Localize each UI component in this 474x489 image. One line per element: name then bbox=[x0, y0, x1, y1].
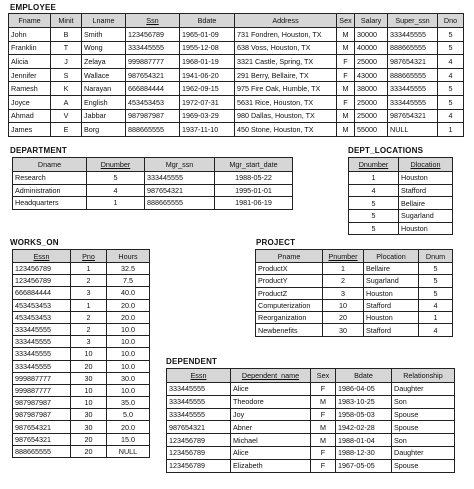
dept-locations-cell: 5 bbox=[349, 222, 399, 235]
employee-cell: V bbox=[51, 109, 82, 123]
employee-row bbox=[9, 82, 464, 96]
employee-cell: NULL bbox=[388, 123, 438, 137]
department-col-header: Mgr_ssn bbox=[145, 158, 215, 172]
department-cell: 1995-01-01 bbox=[215, 184, 293, 197]
employee-cell: 1 bbox=[438, 123, 464, 137]
works-on-cell: 30 bbox=[71, 421, 107, 433]
department-cell: 1988-05-22 bbox=[215, 172, 293, 185]
works-on-title: WORKS_ON bbox=[10, 238, 59, 247]
project-cell: 4 bbox=[419, 299, 453, 311]
dept-locations-cell: 1 bbox=[349, 172, 399, 185]
employee-cell: 333445555 bbox=[388, 28, 438, 42]
project-cell: ProductZ bbox=[256, 287, 323, 299]
dependent-cell: M bbox=[311, 421, 336, 434]
employee-cell: 1965-01-09 bbox=[180, 28, 235, 42]
employee-cell: 291 Berry, Bellaire, TX bbox=[235, 68, 337, 82]
dept-locations-row bbox=[349, 172, 453, 185]
project-cell: Sugarland bbox=[364, 275, 419, 287]
project-cell: 5 bbox=[419, 287, 453, 299]
dependent-cell: Alice bbox=[231, 446, 311, 459]
dept-locations-cell: Stafford bbox=[399, 184, 453, 197]
department-cell: Headquarters bbox=[13, 197, 87, 210]
project-cell: 10 bbox=[323, 299, 364, 311]
project-table bbox=[255, 249, 453, 337]
employee-col-header: Fname bbox=[9, 14, 51, 28]
project-cell: Houston bbox=[364, 287, 419, 299]
project-cell: ProductY bbox=[256, 275, 323, 287]
employee-cell: M bbox=[337, 109, 355, 123]
employee-cell: Wong bbox=[82, 41, 126, 55]
project-row bbox=[256, 275, 453, 287]
project-col-header: Pname bbox=[256, 250, 323, 263]
dependent-row bbox=[167, 421, 455, 434]
employee-cell: 25000 bbox=[355, 95, 388, 109]
employee-cell: 333445555 bbox=[126, 41, 180, 55]
dependent-col-header: Essn bbox=[167, 369, 231, 383]
employee-cell: 987654321 bbox=[388, 109, 438, 123]
employee-cell: K bbox=[51, 82, 82, 96]
project-cell: 1 bbox=[419, 312, 453, 324]
employee-cell: 38000 bbox=[355, 82, 388, 96]
dept-locations-row bbox=[349, 184, 453, 197]
employee-cell: 43000 bbox=[355, 68, 388, 82]
employee-cell: 888665555 bbox=[388, 68, 438, 82]
employee-cell: 40000 bbox=[355, 41, 388, 55]
works-on-cell: 987987987 bbox=[13, 397, 71, 409]
employee-cell: Ahmad bbox=[9, 109, 51, 123]
employee-row bbox=[9, 55, 464, 69]
employee-cell: Smith bbox=[82, 28, 126, 42]
department-cell: 1 bbox=[87, 197, 145, 210]
employee-cell: 450 Stone, Houston, TX bbox=[235, 123, 337, 137]
project-cell: Newbenefits bbox=[256, 324, 323, 336]
works-on-cell: 987654321 bbox=[13, 421, 71, 433]
employee-cell: 1941-06-20 bbox=[180, 68, 235, 82]
employee-cell: 1962-09-15 bbox=[180, 82, 235, 96]
works-on-cell: 453453453 bbox=[13, 311, 71, 323]
dept-locations-col-header: Dlocation bbox=[399, 158, 453, 172]
dept-locations-title: DEPT_LOCATIONS bbox=[348, 146, 424, 155]
dependent-col-header: Sex bbox=[311, 369, 336, 383]
employee-cell: 453453453 bbox=[126, 95, 180, 109]
dependent-cell: 1988-01-04 bbox=[336, 434, 392, 447]
dependent-row bbox=[167, 434, 455, 447]
project-cell: 5 bbox=[419, 275, 453, 287]
dept-locations-row bbox=[349, 197, 453, 210]
works-on-row bbox=[13, 336, 150, 348]
employee-col-header: Sex bbox=[337, 14, 355, 28]
employee-cell: 888665555 bbox=[126, 123, 180, 137]
employee-cell: M bbox=[337, 123, 355, 137]
employee-col-header: Bdate bbox=[180, 14, 235, 28]
employee-cell: 5 bbox=[438, 41, 464, 55]
works-on-col-header: Pno bbox=[71, 250, 107, 263]
dependent-cell: 123456789 bbox=[167, 459, 231, 472]
dependent-cell: Son bbox=[392, 395, 455, 408]
dept-locations-cell: 5 bbox=[349, 197, 399, 210]
employee-cell: 25000 bbox=[355, 55, 388, 69]
employee-cell: 55000 bbox=[355, 123, 388, 137]
employee-cell: Borg bbox=[82, 123, 126, 137]
department-cell: Administration bbox=[13, 184, 87, 197]
dependent-row bbox=[167, 408, 455, 421]
works-on-cell: 2 bbox=[71, 311, 107, 323]
department-col-header: Dname bbox=[13, 158, 87, 172]
dept-locations-cell: Houston bbox=[399, 172, 453, 185]
works-on-cell: 20.0 bbox=[107, 299, 150, 311]
works-on-cell: 333445555 bbox=[13, 360, 71, 372]
works-on-cell: 333445555 bbox=[13, 348, 71, 360]
works-on-cell: 30 bbox=[71, 372, 107, 384]
project-row bbox=[256, 324, 453, 336]
employee-cell: Zelaya bbox=[82, 55, 126, 69]
employee-cell: 333445555 bbox=[388, 95, 438, 109]
project-col-header: Plocation bbox=[364, 250, 419, 263]
works-on-col-header: Hours bbox=[107, 250, 150, 263]
works-on-cell: 999887777 bbox=[13, 384, 71, 396]
dependent-cell: M bbox=[311, 395, 336, 408]
employee-cell: 1937-11-10 bbox=[180, 123, 235, 137]
dependent-cell: Daughter bbox=[392, 383, 455, 396]
dept-locations-col-header: Dnumber bbox=[349, 158, 399, 172]
project-cell: 2 bbox=[323, 275, 364, 287]
dependent-cell: Spouse bbox=[392, 421, 455, 434]
dependent-cell: 1983-10-25 bbox=[336, 395, 392, 408]
dependent-cell: F bbox=[311, 459, 336, 472]
dependent-cell: Spouse bbox=[392, 408, 455, 421]
project-cell: Stafford bbox=[364, 324, 419, 336]
dependent-row bbox=[167, 383, 455, 396]
works-on-cell: NULL bbox=[107, 445, 150, 457]
employee-row bbox=[9, 28, 464, 42]
project-cell: 5 bbox=[419, 263, 453, 275]
project-row bbox=[256, 287, 453, 299]
employee-cell: A bbox=[51, 95, 82, 109]
works-on-cell: 30 bbox=[71, 409, 107, 421]
employee-cell: 333445555 bbox=[388, 82, 438, 96]
employee-table bbox=[8, 13, 464, 137]
project-cell: Reorganization bbox=[256, 312, 323, 324]
project-cell: 3 bbox=[323, 287, 364, 299]
works-on-cell: 3 bbox=[71, 287, 107, 299]
project-title: PROJECT bbox=[256, 238, 296, 247]
employee-col-header: Salary bbox=[355, 14, 388, 28]
employee-row bbox=[9, 109, 464, 123]
department-cell: 987654321 bbox=[145, 184, 215, 197]
works-on-row bbox=[13, 445, 150, 457]
employee-cell: 987654321 bbox=[126, 68, 180, 82]
works-on-cell: 987987987 bbox=[13, 409, 71, 421]
works-on-cell: 20.0 bbox=[107, 421, 150, 433]
works-on-row bbox=[13, 421, 150, 433]
department-cell: 5 bbox=[87, 172, 145, 185]
dependent-cell: 123456789 bbox=[167, 446, 231, 459]
employee-cell: 5 bbox=[438, 95, 464, 109]
employee-cell: F bbox=[337, 68, 355, 82]
department-row bbox=[13, 172, 293, 185]
dependent-cell: 333445555 bbox=[167, 395, 231, 408]
works-on-cell: 30.0 bbox=[107, 372, 150, 384]
dept-locations-table bbox=[348, 157, 453, 235]
works-on-cell: 40.0 bbox=[107, 287, 150, 299]
employee-col-header: Dno bbox=[438, 14, 464, 28]
works-on-row bbox=[13, 311, 150, 323]
employee-row bbox=[9, 68, 464, 82]
department-title: DEPARTMENT bbox=[10, 146, 67, 155]
employee-cell: T bbox=[51, 41, 82, 55]
works-on-cell: 3 bbox=[71, 336, 107, 348]
employee-cell: F bbox=[337, 55, 355, 69]
employee-cell: Franklin bbox=[9, 41, 51, 55]
dependent-col-header: Relationship bbox=[392, 369, 455, 383]
dependent-cell: F bbox=[311, 446, 336, 459]
employee-cell: 1955-12-08 bbox=[180, 41, 235, 55]
dependent-cell: Spouse bbox=[392, 459, 455, 472]
dept-locations-cell: Sugarland bbox=[399, 210, 453, 223]
works-on-cell: 10 bbox=[71, 397, 107, 409]
works-on-row bbox=[13, 348, 150, 360]
project-row bbox=[256, 299, 453, 311]
works-on-cell: 20.0 bbox=[107, 311, 150, 323]
employee-cell: E bbox=[51, 123, 82, 137]
dependent-cell: Michael bbox=[231, 434, 311, 447]
works-on-cell: 999887777 bbox=[13, 372, 71, 384]
employee-cell: 666884444 bbox=[126, 82, 180, 96]
dependent-cell: 987654321 bbox=[167, 421, 231, 434]
employee-cell: J bbox=[51, 55, 82, 69]
works-on-cell: 1 bbox=[71, 263, 107, 275]
employee-cell: F bbox=[337, 95, 355, 109]
employee-cell: 1972-07-31 bbox=[180, 95, 235, 109]
dependent-cell: Elizabeth bbox=[231, 459, 311, 472]
employee-cell: Wallace bbox=[82, 68, 126, 82]
works-on-cell: 20 bbox=[71, 445, 107, 457]
employee-cell: 987987987 bbox=[126, 109, 180, 123]
employee-col-header: Ssn bbox=[126, 14, 180, 28]
employee-cell: 999887777 bbox=[126, 55, 180, 69]
works-on-row bbox=[13, 384, 150, 396]
dept-locations-cell: 4 bbox=[349, 184, 399, 197]
works-on-cell: 15.0 bbox=[107, 433, 150, 445]
employee-cell: M bbox=[337, 41, 355, 55]
works-on-row bbox=[13, 287, 150, 299]
department-row bbox=[13, 197, 293, 210]
dependent-cell: Son bbox=[392, 434, 455, 447]
works-on-row bbox=[13, 433, 150, 445]
employee-cell: Alicia bbox=[9, 55, 51, 69]
employee-cell: 4 bbox=[438, 55, 464, 69]
employee-row bbox=[9, 123, 464, 137]
project-cell: ProductX bbox=[256, 263, 323, 275]
employee-cell: 4 bbox=[438, 68, 464, 82]
works-on-cell: 10.0 bbox=[107, 384, 150, 396]
works-on-cell: 10.0 bbox=[107, 336, 150, 348]
dependent-col-header: Bdate bbox=[336, 369, 392, 383]
works-on-row bbox=[13, 275, 150, 287]
dependent-cell: Daughter bbox=[392, 446, 455, 459]
works-on-col-header: Essn bbox=[13, 250, 71, 263]
dependent-cell: 1967-05-05 bbox=[336, 459, 392, 472]
dependent-cell: 333445555 bbox=[167, 383, 231, 396]
employee-col-header: Super_ssn bbox=[388, 14, 438, 28]
employee-col-header: Minit bbox=[51, 14, 82, 28]
dependent-cell: Alice bbox=[231, 383, 311, 396]
project-col-header: Dnum bbox=[419, 250, 453, 263]
works-on-row bbox=[13, 323, 150, 335]
project-col-header: Pnumber bbox=[323, 250, 364, 263]
project-cell: Stafford bbox=[364, 299, 419, 311]
employee-cell: 4 bbox=[438, 109, 464, 123]
project-cell: Computerization bbox=[256, 299, 323, 311]
works-on-cell: 10 bbox=[71, 348, 107, 360]
dependent-cell: F bbox=[311, 408, 336, 421]
employee-row bbox=[9, 41, 464, 55]
dependent-cell: F bbox=[311, 383, 336, 396]
employee-cell: 5 bbox=[438, 28, 464, 42]
project-cell: 30 bbox=[323, 324, 364, 336]
employee-cell: Jennifer bbox=[9, 68, 51, 82]
employee-cell: 5 bbox=[438, 82, 464, 96]
employee-col-header: Lname bbox=[82, 14, 126, 28]
employee-cell: English bbox=[82, 95, 126, 109]
employee-cell: 987654321 bbox=[388, 55, 438, 69]
department-table bbox=[12, 157, 293, 210]
works-on-cell: 123456789 bbox=[13, 263, 71, 275]
works-on-cell: 20 bbox=[71, 360, 107, 372]
works-on-row bbox=[13, 299, 150, 311]
works-on-cell: 35.0 bbox=[107, 397, 150, 409]
works-on-cell: 10.0 bbox=[107, 323, 150, 335]
employee-cell: 888665555 bbox=[388, 41, 438, 55]
works-on-cell: 123456789 bbox=[13, 275, 71, 287]
department-col-header: Dnumber bbox=[87, 158, 145, 172]
employee-cell: 980 Dallas, Houston, TX bbox=[235, 109, 337, 123]
department-cell: 4 bbox=[87, 184, 145, 197]
department-col-header: Mgr_start_date bbox=[215, 158, 293, 172]
works-on-cell: 10.0 bbox=[107, 348, 150, 360]
project-cell: 4 bbox=[419, 324, 453, 336]
dependent-cell: 1986-04-05 bbox=[336, 383, 392, 396]
employee-col-header: Address bbox=[235, 14, 337, 28]
works-on-cell: 5.0 bbox=[107, 409, 150, 421]
dept-locations-cell: 5 bbox=[349, 210, 399, 223]
employee-cell: 30000 bbox=[355, 28, 388, 42]
employee-row bbox=[9, 95, 464, 109]
works-on-row bbox=[13, 372, 150, 384]
employee-cell: James bbox=[9, 123, 51, 137]
project-row bbox=[256, 263, 453, 275]
dependent-col-header: Dependent_name bbox=[231, 369, 311, 383]
employee-cell: 731 Fondren, Houston, TX bbox=[235, 28, 337, 42]
dept-locations-cell: Houston bbox=[399, 222, 453, 235]
employee-cell: 638 Voss, Houston, TX bbox=[235, 41, 337, 55]
employee-cell: S bbox=[51, 68, 82, 82]
department-cell: 888665555 bbox=[145, 197, 215, 210]
dependent-cell: 333445555 bbox=[167, 408, 231, 421]
works-on-cell: 1 bbox=[71, 299, 107, 311]
dependent-table bbox=[166, 368, 455, 473]
project-cell: 20 bbox=[323, 312, 364, 324]
project-row bbox=[256, 312, 453, 324]
employee-cell: 975 Fire Oak, Humble, TX bbox=[235, 82, 337, 96]
employee-cell: Joyce bbox=[9, 95, 51, 109]
works-on-table bbox=[12, 249, 150, 458]
works-on-cell: 333445555 bbox=[13, 336, 71, 348]
project-cell: 1 bbox=[323, 263, 364, 275]
dependent-cell: M bbox=[311, 434, 336, 447]
employee-cell: John bbox=[9, 28, 51, 42]
employee-cell: B bbox=[51, 28, 82, 42]
project-cell: Bellaire bbox=[364, 263, 419, 275]
works-on-cell: 32.5 bbox=[107, 263, 150, 275]
dependent-row bbox=[167, 459, 455, 472]
employee-cell: 3321 Castle, Spring, TX bbox=[235, 55, 337, 69]
works-on-cell: 453453453 bbox=[13, 299, 71, 311]
dependent-cell: 1958-05-03 bbox=[336, 408, 392, 421]
employee-cell: 25000 bbox=[355, 109, 388, 123]
works-on-cell: 10.0 bbox=[107, 360, 150, 372]
dependent-cell: Joy bbox=[231, 408, 311, 421]
works-on-cell: 10 bbox=[71, 384, 107, 396]
department-cell: 1981-06-19 bbox=[215, 197, 293, 210]
dept-locations-row bbox=[349, 222, 453, 235]
dept-locations-row bbox=[349, 210, 453, 223]
dependent-cell: 1942-02-28 bbox=[336, 421, 392, 434]
project-cell: Houston bbox=[364, 312, 419, 324]
employee-cell: 5631 Rice, Houston, TX bbox=[235, 95, 337, 109]
dependent-cell: 1988-12-30 bbox=[336, 446, 392, 459]
employee-cell: Ramesh bbox=[9, 82, 51, 96]
works-on-cell: 2 bbox=[71, 323, 107, 335]
department-cell: Research bbox=[13, 172, 87, 185]
employee-cell: M bbox=[337, 28, 355, 42]
works-on-cell: 2 bbox=[71, 275, 107, 287]
employee-title: EMPLOYEE bbox=[10, 3, 57, 12]
dependent-cell: Abner bbox=[231, 421, 311, 434]
employee-cell: 1968-01-19 bbox=[180, 55, 235, 69]
works-on-cell: 666884444 bbox=[13, 287, 71, 299]
employee-cell: Narayan bbox=[82, 82, 126, 96]
works-on-row bbox=[13, 409, 150, 421]
employee-cell: 123456789 bbox=[126, 28, 180, 42]
works-on-cell: 7.5 bbox=[107, 275, 150, 287]
works-on-cell: 333445555 bbox=[13, 323, 71, 335]
dependent-cell: Theodore bbox=[231, 395, 311, 408]
dependent-row bbox=[167, 446, 455, 459]
department-cell: 333445555 bbox=[145, 172, 215, 185]
dependent-title: DEPENDENT bbox=[166, 357, 218, 366]
works-on-row bbox=[13, 360, 150, 372]
employee-cell: 1969-03-29 bbox=[180, 109, 235, 123]
department-row bbox=[13, 184, 293, 197]
dependent-row bbox=[167, 395, 455, 408]
employee-cell: Jabbar bbox=[82, 109, 126, 123]
works-on-row bbox=[13, 263, 150, 275]
employee-cell: M bbox=[337, 82, 355, 96]
dept-locations-cell: Bellaire bbox=[399, 197, 453, 210]
works-on-cell: 987654321 bbox=[13, 433, 71, 445]
dependent-cell: 123456789 bbox=[167, 434, 231, 447]
works-on-cell: 888665555 bbox=[13, 445, 71, 457]
works-on-row bbox=[13, 397, 150, 409]
works-on-cell: 20 bbox=[71, 433, 107, 445]
